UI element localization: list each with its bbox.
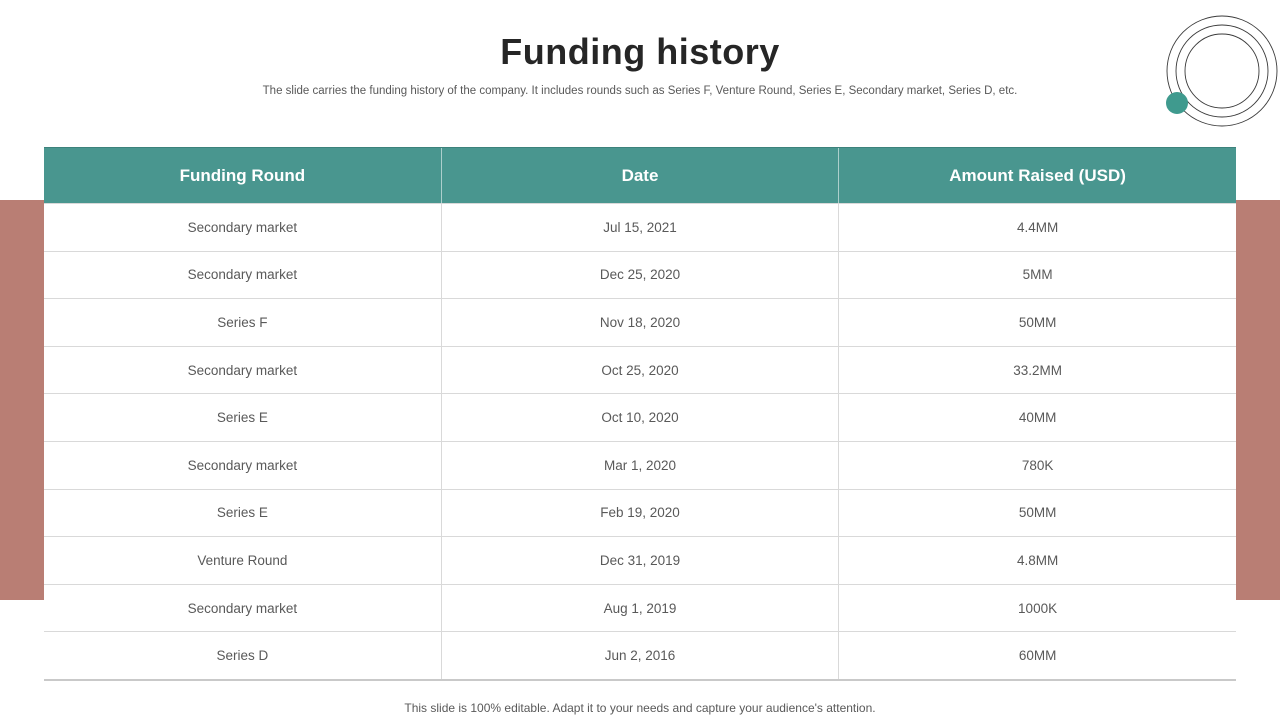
- cell-date: Jun 2, 2016: [441, 632, 838, 680]
- cell-amount: 4.8MM: [839, 537, 1236, 585]
- table-row: [44, 346, 1236, 394]
- cell-funding-round: Secondary market: [44, 346, 441, 394]
- table-header-row: [44, 148, 1236, 204]
- cell-amount: 4.4MM: [839, 204, 1236, 252]
- col-header-date: Date: [441, 148, 838, 204]
- cell-funding-round: Series F: [44, 299, 441, 347]
- cell-amount: 780K: [839, 441, 1236, 489]
- table-row: [44, 204, 1236, 252]
- cell-date: Nov 18, 2020: [441, 299, 838, 347]
- cell-date: Jul 15, 2021: [441, 204, 838, 252]
- slide-subtitle: The slide carries the funding history of the company. It includes rounds such as Series F, Venture Round, Series E, Secondary market, Series D, etc.: [262, 85, 1018, 97]
- funding-history-table: [44, 147, 1236, 681]
- cell-date: Oct 25, 2020: [441, 346, 838, 394]
- cell-funding-round: Series E: [44, 489, 441, 537]
- right-accent-bar: [1234, 200, 1280, 600]
- table-row: [44, 584, 1236, 632]
- cell-amount: 1000K: [839, 584, 1236, 632]
- col-header-funding-round: Funding Round: [44, 148, 441, 204]
- cell-amount: 50MM: [839, 489, 1236, 537]
- cell-funding-round: Series E: [44, 394, 441, 442]
- cell-funding-round: Series D: [44, 632, 441, 680]
- table-row: [44, 251, 1236, 299]
- cell-amount: 50MM: [839, 299, 1236, 347]
- cell-amount: 40MM: [839, 394, 1236, 442]
- cell-amount: 5MM: [839, 251, 1236, 299]
- cell-funding-round: Venture Round: [44, 537, 441, 585]
- table-row: [44, 537, 1236, 585]
- cell-date: Dec 25, 2020: [441, 251, 838, 299]
- cell-date: Feb 19, 2020: [441, 489, 838, 537]
- accent-dot: [1166, 92, 1188, 114]
- cell-date: Dec 31, 2019: [441, 537, 838, 585]
- cell-amount: 33.2MM: [839, 346, 1236, 394]
- left-accent-bar: [0, 200, 44, 600]
- cell-funding-round: Secondary market: [44, 584, 441, 632]
- table-row: [44, 489, 1236, 537]
- col-header-amount-raised: Amount Raised (USD): [839, 148, 1236, 204]
- concentric-circles-icon: [1150, 8, 1280, 144]
- table-row: [44, 299, 1236, 347]
- cell-funding-round: Secondary market: [44, 441, 441, 489]
- slide-footer: This slide is 100% editable. Adapt it to your needs and capture your audience's attention.: [404, 701, 876, 715]
- cell-date: Mar 1, 2020: [441, 441, 838, 489]
- cell-funding-round: Secondary market: [44, 251, 441, 299]
- cell-funding-round: Secondary market: [44, 204, 441, 252]
- cell-amount: 60MM: [839, 632, 1236, 680]
- cell-date: Oct 10, 2020: [441, 394, 838, 442]
- page-title: Funding history: [500, 31, 780, 72]
- cell-date: Aug 1, 2019: [441, 584, 838, 632]
- table-row: [44, 394, 1236, 442]
- table-row: [44, 632, 1236, 680]
- table-row: [44, 441, 1236, 489]
